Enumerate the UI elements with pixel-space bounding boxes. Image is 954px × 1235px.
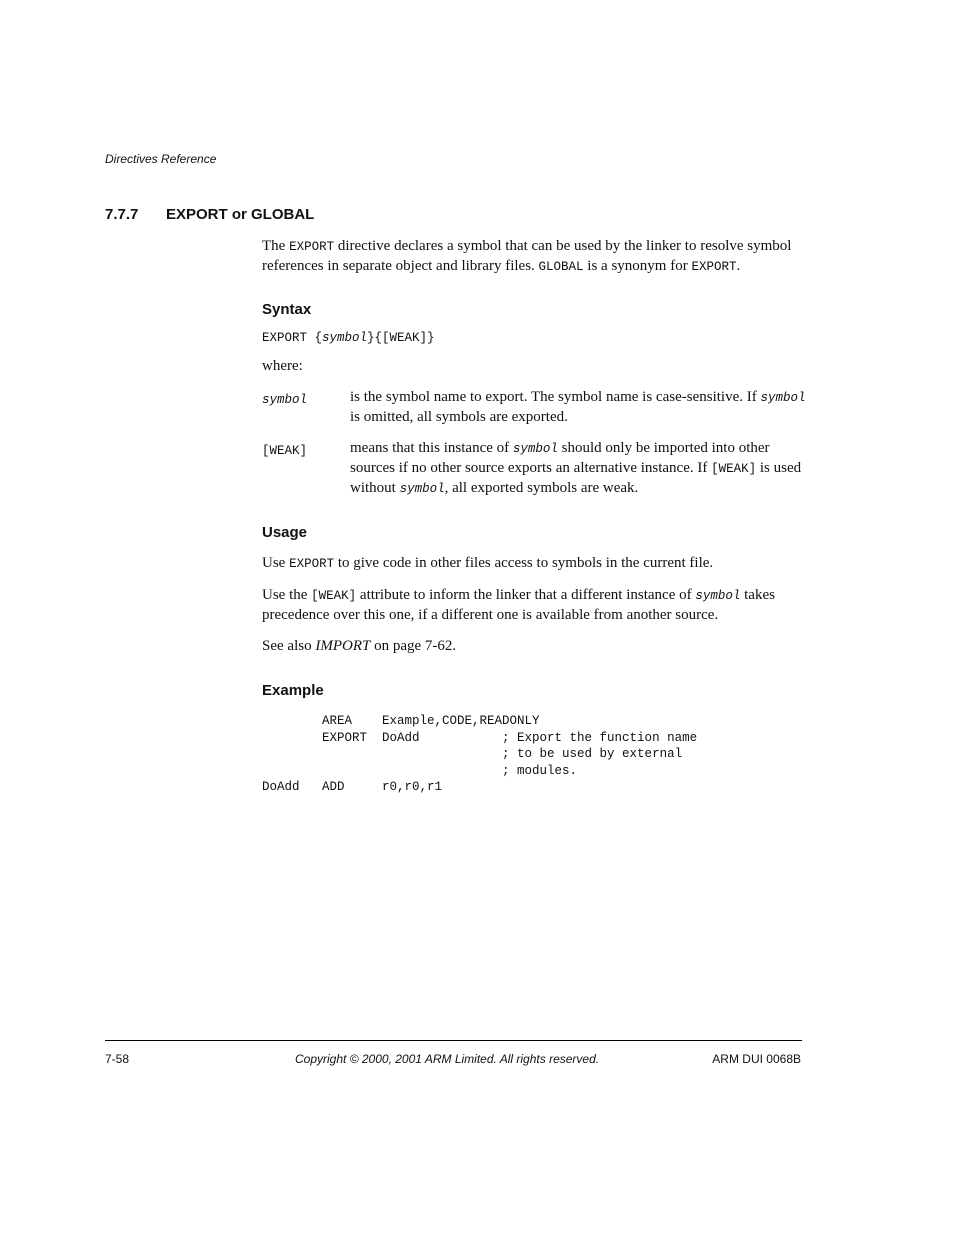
section-title: EXPORT or GLOBAL [166, 206, 315, 223]
running-head: Directives Reference [105, 152, 217, 166]
where-label: where: [262, 358, 303, 374]
definition-desc: means that this instance of symbol should only be imported into other sources if no other source exports an alternative instance. If [WEAK] is used without symbol, all exported symbols are weak. [350, 440, 802, 496]
main-content [262, 237, 807, 796]
inline-code: [WEAK] [711, 462, 757, 476]
definition-term: symbol [262, 393, 308, 407]
syntax-heading: Syntax [262, 301, 312, 318]
inline-code: symbol [512, 442, 558, 456]
see-also-paragraph: See also IMPORT on page 7-62. [262, 638, 457, 654]
definition-row [262, 439, 807, 499]
cross-reference: IMPORT [315, 638, 371, 654]
usage-paragraph: Use EXPORT to give code in other files access to symbols in the current file. [262, 555, 714, 571]
example-heading: Example [262, 682, 324, 699]
inline-code: GLOBAL [538, 260, 584, 274]
inline-code: symbol [399, 482, 445, 496]
syntax-part: EXPORT { [262, 331, 323, 345]
definition-desc: is the symbol name to export. The symbol name is case-sensitive. If symbol is omitted, all symbols are exported. [350, 389, 806, 425]
intro-text: The [262, 238, 290, 254]
inline-code: [WEAK] [311, 589, 357, 603]
inline-code: EXPORT [289, 557, 335, 571]
definition-list [262, 388, 807, 499]
example-code-block: AREA Example,CODE,READONLY EXPORT DoAdd ; Export the function name ; to be used by external ; modules. DoAdd ADD r0,r0,r1 [262, 714, 698, 794]
footer-copyright: Copyright © 2000, 2001 ARM Limited. All rights reserved. [295, 1052, 600, 1066]
intro-text: is a synonym for [583, 258, 692, 274]
definition-term: [WEAK] [262, 444, 308, 458]
syntax-line [262, 329, 807, 348]
intro-text: . [736, 258, 741, 274]
inline-code: symbol [695, 589, 741, 603]
footer-page-number: 7-58 [105, 1052, 130, 1066]
syntax-part: }{[WEAK]} [367, 331, 435, 345]
usage-paragraph: Use the [WEAK] attribute to inform the linker that a different instance of symbol takes precedence over this one, if a different one is available from another source. [262, 587, 775, 623]
inline-code: EXPORT [691, 260, 737, 274]
intro-text: directive declares a symbol that can be used by the linker to resolve symbol references in separate object and library files. [262, 238, 792, 274]
intro-paragraph [262, 237, 807, 277]
section-heading [105, 206, 314, 223]
footer-doc-id: ARM DUI 0068B [712, 1052, 801, 1066]
inline-code: symbol [760, 391, 806, 405]
inline-code: EXPORT [289, 240, 335, 254]
syntax-part: symbol [322, 331, 368, 345]
definition-row [262, 388, 807, 427]
footer-rule [105, 1040, 802, 1041]
usage-heading: Usage [262, 524, 308, 541]
section-number: 7.7.7 [105, 206, 139, 223]
